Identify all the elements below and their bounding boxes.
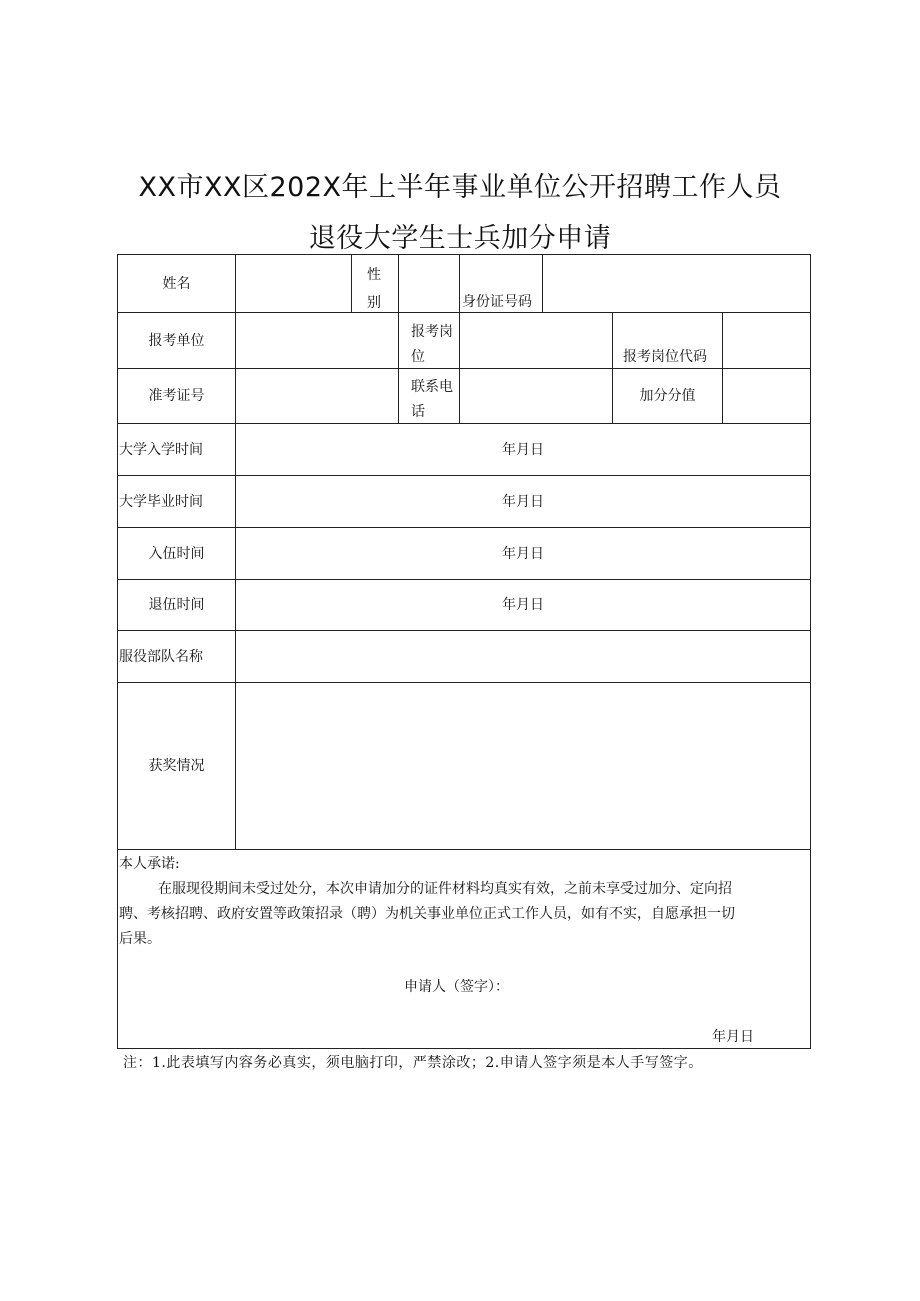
gender-label-line-1: 性	[367, 267, 381, 283]
apply-unit-field[interactable]	[236, 313, 398, 368]
table-border-right	[810, 254, 811, 1049]
signature-date[interactable]: 年月日	[712, 1029, 754, 1045]
table-divider	[398, 312, 399, 424]
name-label: 姓名	[162, 275, 191, 292]
enroll-date-field[interactable]: 年月日	[502, 441, 544, 458]
form-title-line-2: 退役大学生士兵加分申请	[308, 223, 612, 254]
pledge-text-line-1: 在服现役期间未受过处分，本次申请加分的证件材料均真实有效，之前未享受过加分、定向招	[158, 881, 732, 897]
military-unit-label: 服役部队名称	[119, 648, 203, 665]
bonus-points-label: 加分分值	[639, 388, 696, 404]
table-divider	[117, 849, 811, 850]
post-code-field[interactable]	[723, 313, 810, 368]
table-divider	[351, 254, 352, 313]
exam-ticket-label: 准考证号	[148, 388, 205, 404]
discharge-date-field[interactable]: 年月日	[502, 597, 544, 613]
graduate-date-field[interactable]: 年月日	[502, 493, 544, 510]
apply-post-field[interactable]	[460, 313, 612, 368]
pledge-heading: 本人承诺:	[119, 856, 180, 872]
bonus-points-field[interactable]	[723, 369, 810, 423]
enlist-date-label: 入伍时间	[148, 545, 205, 562]
form-title-line-1: XX市XX区202X年上半年事业单位公开招聘工作人员	[138, 172, 782, 203]
graduate-date-label: 大学毕业时间	[119, 493, 203, 510]
id-number-field[interactable]	[543, 255, 810, 312]
apply-unit-label: 报考单位	[148, 332, 205, 349]
awards-label: 获奖情况	[148, 758, 205, 774]
pledge-text-line-3: 后果。	[119, 931, 161, 947]
awards-field[interactable]	[236, 683, 810, 849]
apply-post-label-line-1: 报考岗	[411, 324, 453, 340]
footnote: 注：1.此表填写内容务必真实，须电脑打印，严禁涂改；2.申请人签字须是本人手写签字。	[123, 1055, 703, 1071]
apply-post-label-line-2: 位	[411, 349, 425, 365]
post-code-label: 报考岗位代码	[623, 349, 707, 365]
gender-label-line-2: 别	[367, 295, 381, 311]
applicant-signature-label: 申请人（签字）：	[404, 979, 509, 995]
phone-label-line-1: 联系电	[411, 379, 453, 395]
table-divider	[459, 254, 460, 313]
name-field[interactable]	[236, 255, 351, 312]
discharge-date-label: 退伍时间	[148, 597, 205, 613]
phone-label-line-2: 话	[411, 404, 425, 420]
id-number-label: 身份证号码	[462, 294, 532, 310]
exam-ticket-field[interactable]	[236, 369, 398, 423]
applicant-signature-field[interactable]	[540, 972, 740, 1000]
military-unit-field[interactable]	[236, 631, 810, 682]
phone-field[interactable]	[460, 369, 612, 423]
enroll-date-label: 大学入学时间	[119, 441, 203, 458]
gender-field[interactable]	[399, 255, 459, 312]
pledge-text-line-2: 聘、考核招聘、政府安置等政策招录（聘）为机关事业单位正式工作人员，如有不实，自愿承担一切	[119, 906, 735, 922]
enlist-date-field[interactable]: 年月日	[502, 545, 544, 562]
table-border-bottom	[117, 1048, 811, 1049]
